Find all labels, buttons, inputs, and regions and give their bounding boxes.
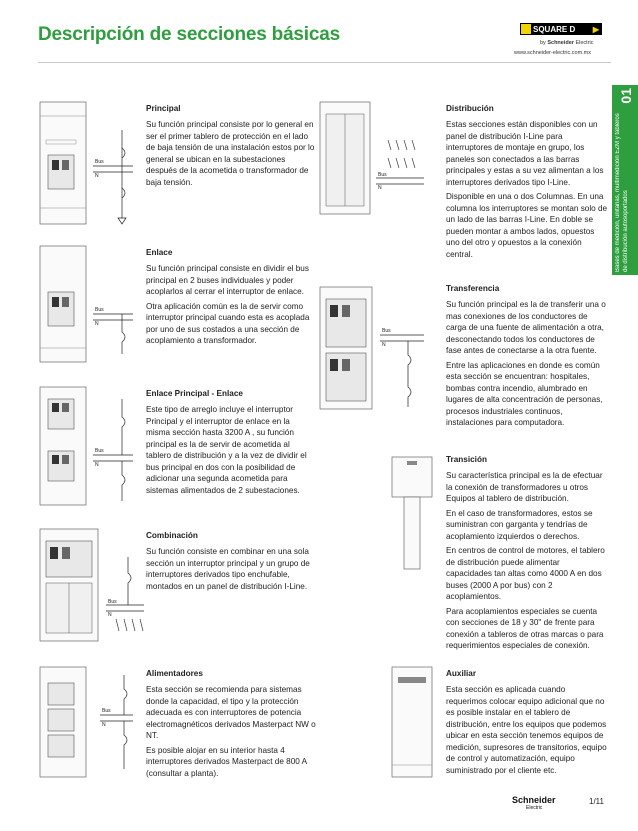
section-transicion-text-1: Su característica principal es la de efectuar la conexión de transformadores u otros Equipos al tablero de distribución. xyxy=(446,471,603,503)
section-enlace-principal xyxy=(146,389,316,499)
section-alimentadores-text-1: Esta sección se recomienda para sistemas donde la capacidad, el tipo y la protección adecuada es con interruptores de potencia electromagnéticos derivados Masterpact NW o NT. xyxy=(146,685,316,740)
section-enlace-principal-text: Este tipo de arreglo incluye el interruptor Principal y el interruptor de enlace en la misma sección hasta 3200 A , su función principal es la de servir de acometida al tablero de distribución y a la vez de dividir el bus principal en dos con la posibilidad de adicionar una segunda acometida para sistemas alimentados de 2 subestaciones. xyxy=(146,405,307,495)
section-enlace-title: Enlace xyxy=(146,248,173,257)
schneider-footer-logo xyxy=(512,795,556,811)
section-distribucion-text-2: Disponible en una o dos Columnas. En una columna los interruptores se montan solo de un lado de las barras I-Line. En doble se pueden montar a ambos lados, opuestos uno del otro y opuestos a la conexión central. xyxy=(446,192,608,259)
website-url[interactable]: www.schneider-electric.com.mx xyxy=(514,50,592,56)
section-alimentadores xyxy=(146,669,316,782)
enlace-bus-label: Bus xyxy=(95,307,104,313)
section-transicion-text-4: Para acoplamientos especiales se cuenta con secciones de 18 y 30" de frente para conexión a tableros de otras marcas o para requerimientos especiales de conexión. xyxy=(446,606,604,650)
distribucion-neutral-label: N xyxy=(378,185,382,191)
combinacion-neutral-label: N xyxy=(108,612,112,618)
section-enlace-principal-title: Enlace Principal - Enlace xyxy=(146,389,243,398)
section-alimentadores-text-2: Es posible alojar en su interior hasta 4 interruptores derivados Masterpact de 800 A (consultar a planta). xyxy=(146,745,307,778)
page-number: 1/11 xyxy=(589,797,604,806)
section-auxiliar-text: Esta sección es aplicada cuando requerimos colocar equipo adicional que no es posible instalar en el tablero de distribución, entre los equipos que podemos ubicar en esta sección tenemos equipos de medición, supresores de transitorios, equipo de control y automatización, equipo suministrado por el cliente etc. xyxy=(446,685,607,775)
section-transicion-title: Transición xyxy=(446,455,487,464)
square-d-logo-text: SQUARE D xyxy=(533,24,576,34)
footer-brand: Schneider xyxy=(512,795,556,805)
transicion-diagram xyxy=(390,455,440,575)
byline-brand: Schneider xyxy=(547,40,574,46)
section-transferencia-title: Transferencia xyxy=(446,284,500,293)
enlace-neutral-label: N xyxy=(95,321,99,327)
combinacion-diagram xyxy=(38,527,148,647)
alimentadores-neutral-label: N xyxy=(102,722,106,728)
transferencia-neutral-label: N xyxy=(382,342,386,348)
section-enlace-text-2: Otra aplicación común es la de servir como interruptor principal cuando esta es acoplada por uno de sus costados a una sección de acoplamiento a transformador. xyxy=(146,301,310,345)
footer-brand-suffix: Electric xyxy=(526,805,543,811)
section-distribucion-title: Distribución xyxy=(446,104,494,113)
section-combinacion-text: Su función consiste en combinar en una sola sección un interruptor principal y un grupo de interruptores derivados tipo enchufable, montados en un panel de distribución I-Line. xyxy=(146,547,310,591)
square-d-emblem-icon: ▶ xyxy=(592,24,599,34)
enlace-diagram xyxy=(38,244,138,369)
principal-diagram xyxy=(38,100,138,230)
auxiliar-diagram xyxy=(390,665,440,783)
section-principal xyxy=(146,104,316,191)
section-alimentadores-title: Alimentadores xyxy=(146,669,203,678)
alimentadores-bus-label: Bus xyxy=(102,708,111,714)
enlace-principal-bus-label: Bus xyxy=(95,448,104,454)
enlace-principal-neutral-label: N xyxy=(95,462,99,468)
transferencia-bus-label: Bus xyxy=(382,328,391,334)
transferencia-diagram xyxy=(318,285,428,413)
section-combinacion xyxy=(146,531,312,595)
section-principal-text: Su función principal consiste por lo general en ser el primer tablero de protección en el lado de baja tensión de una instalación estos por lo general se ubican en la subestaciones después de la acometida o transformador de baja tensión. xyxy=(146,120,315,187)
section-enlace-text-1: Su función principal consiste en dividir el bus principal en 2 buses individuales y poder acoplarlos al cerrar el interruptor de enlace. xyxy=(146,264,309,296)
principal-bus-label: Bus xyxy=(95,159,104,165)
section-enlace xyxy=(146,248,316,350)
square-d-mark-icon xyxy=(521,24,531,34)
enlace-principal-diagram xyxy=(38,385,138,510)
principal-neutral-label: N xyxy=(95,173,99,179)
byline-prefix: by xyxy=(540,40,546,46)
section-principal-title: Principal xyxy=(146,104,181,113)
section-transicion-text-2: En el caso de transformadores, estos se suministran con garganta y tendrías de acoplamiento izquierdos o derechos. xyxy=(446,508,593,541)
distribucion-diagram xyxy=(318,100,428,220)
chapter-number: 01 xyxy=(618,88,634,104)
section-distribucion-text-1: Estas secciones están disponibles con un panel de distribución I-Line para interruptores de montaje en grupo, los paneles son conectados a las barras principales y estas a su vez alimentan a los interruptores derivados tipo I-Line. xyxy=(446,120,604,187)
section-auxiliar xyxy=(446,669,608,779)
byline-suffix: Electric xyxy=(575,40,594,46)
section-transferencia-text-2: Entre las aplicaciones en donde es común esta sección se encuentran: hospitales, bombas contra incendio, alumbrado en lugares de alta concentración de personas, procesos industriales continuos, instalaciones para computadora. xyxy=(446,360,603,427)
page-title: Descripción de secciones básicas xyxy=(38,24,340,45)
section-auxiliar-title: Auxiliar xyxy=(446,669,477,678)
section-transferencia xyxy=(446,284,608,432)
square-d-logo xyxy=(520,23,602,35)
section-distribucion xyxy=(446,104,608,263)
header-divider xyxy=(38,62,611,63)
combinacion-bus-label: Bus xyxy=(108,599,117,605)
byline xyxy=(540,40,594,46)
distribucion-bus-label: Bus xyxy=(378,172,387,178)
section-transicion xyxy=(446,455,608,655)
section-transicion-text-3: En centros de control de motores, el tablero de distribución puede alimentar capacidades tan altas como 4000 A en dos buses (2000 A por bus) con 2 acoplamientos. xyxy=(446,546,605,601)
alimentadores-diagram xyxy=(38,665,138,783)
section-transferencia-text-1: Su función principal es la de transferir una o mas conexiones de los conductores de carga de una fuente de alimentación a otra, desconectando todos los conductores de fase antes de conectarse a la otra fuente. xyxy=(446,300,606,355)
chapter-title: Bases de medición, unitarias, multimedición EZM y tableros de distribución autosoportados xyxy=(615,113,629,272)
section-combinacion-title: Combinación xyxy=(146,531,198,540)
